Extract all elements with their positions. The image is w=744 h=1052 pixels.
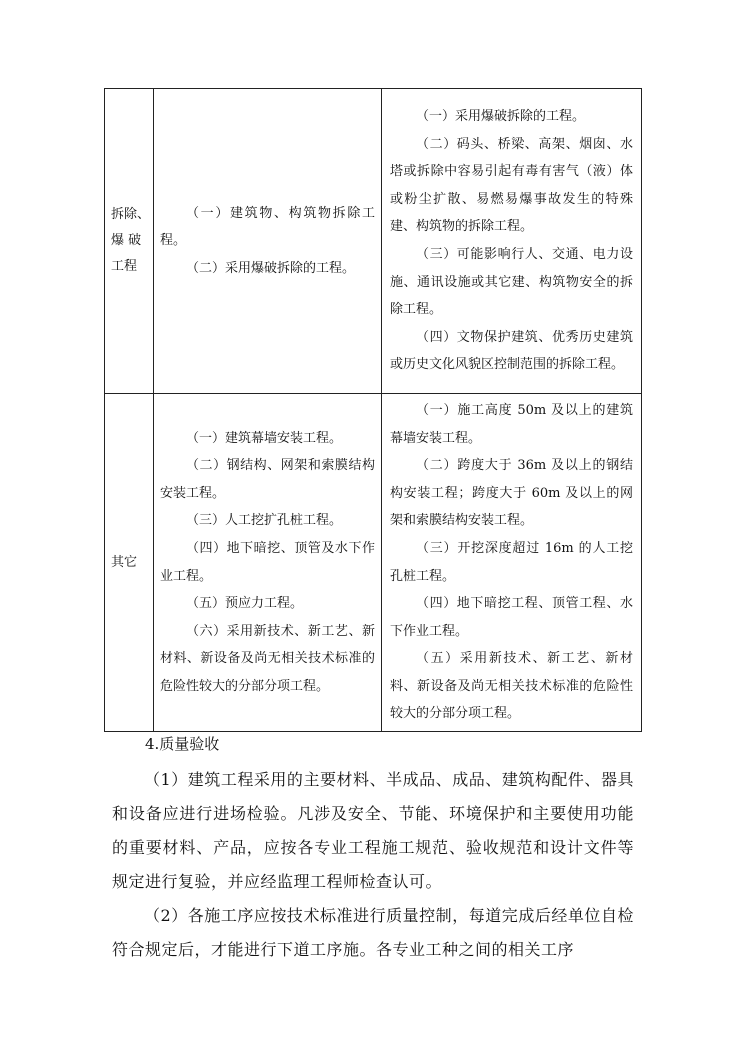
category-line: 爆 破 (111, 233, 142, 248)
scope-item: （四）文物保护建筑、优秀历史建筑或历史文化风貌区控制范围的拆除工程。 (390, 329, 633, 373)
general-scope-cell (154, 89, 382, 394)
scope-item: （四）地下暗挖、顶管及水下作业工程。 (160, 540, 375, 584)
scope-item: （四）地下暗挖工程、顶管工程、水下作业工程。 (390, 596, 633, 639)
scope-item: （一）施工高度 50m 及以上的建筑幕墙安装工程。 (390, 402, 633, 446)
scope-item: （二）码头、桥梁、高架、烟囱、水塔或拆除中容易引起有毒有害气（液）体或粉尘扩散、易燃易爆事故发生的特殊建、构筑物的拆除工程。 (390, 136, 633, 235)
scope-item: （五）采用新技术、新工艺、新材料、新设备及尚无相关技术标准的危险性较大的分部分项工程。 (390, 651, 633, 722)
body-paragraph: （1）建筑工程采用的主要材料、半成品、成品、建筑构配件、器具和设备应进行进场检验。凡涉及安全、节能、环境保护和主要使用功能的重要材料、产品，应按各专业工程施工规范、验收规范和设计文件等规定进行复验，并应经监理工程师检查认可。 (112, 770, 634, 891)
scope-item: （三）可能影响行人、交通、电力设施、通讯设施或其它建、构筑物安全的拆除工程。 (390, 247, 633, 318)
major-scope-cell (382, 394, 642, 732)
scope-item: （二）跨度大于 36m 及以上的钢结构安装工程；跨度大于 60m 及以上的网架和索膜结构安装工程。 (390, 458, 633, 529)
body-paragraph: （2）各施工序应按技术标准进行质量控制，每道完成后经单位自检符合规定后，才能进行下道工序施。各专业工种之间的相关工序 (112, 906, 634, 959)
category-cell (105, 394, 154, 732)
major-scope-cell (382, 89, 642, 394)
scope-item: （三）人工挖扩孔桩工程。 (186, 513, 343, 529)
table-row (105, 394, 642, 732)
section-body (112, 763, 634, 967)
category-line: 其它 (111, 554, 138, 570)
scope-item: （二）采用爆破拆除的工程。 (186, 260, 356, 276)
scope-item: （三）开挖深度超过 16m 的人工挖孔桩工程。 (390, 540, 633, 584)
construction-scope-table (104, 88, 642, 732)
category-cell (105, 89, 154, 394)
scope-item: （一）建筑物、构筑物拆除工程。 (160, 205, 375, 249)
category-line: 工程 (111, 259, 138, 274)
scope-item: （一）建筑幕墙安装工程。 (186, 430, 343, 446)
general-scope-cell (154, 394, 382, 732)
scope-item: （二）钢结构、网架和索膜结构安装工程。 (160, 458, 375, 501)
scope-item: （六）采用新技术、新工艺、新材料、新设备及尚无相关技术标准的危险性较大的分部分项工程。 (160, 623, 375, 694)
section-heading: 4.质量验收 (145, 735, 220, 753)
scope-item: （一）采用爆破拆除的工程。 (416, 109, 586, 125)
category-line: 拆除、 (111, 207, 151, 222)
scope-item: （五）预应力工程。 (186, 596, 304, 612)
table-row (105, 89, 642, 394)
